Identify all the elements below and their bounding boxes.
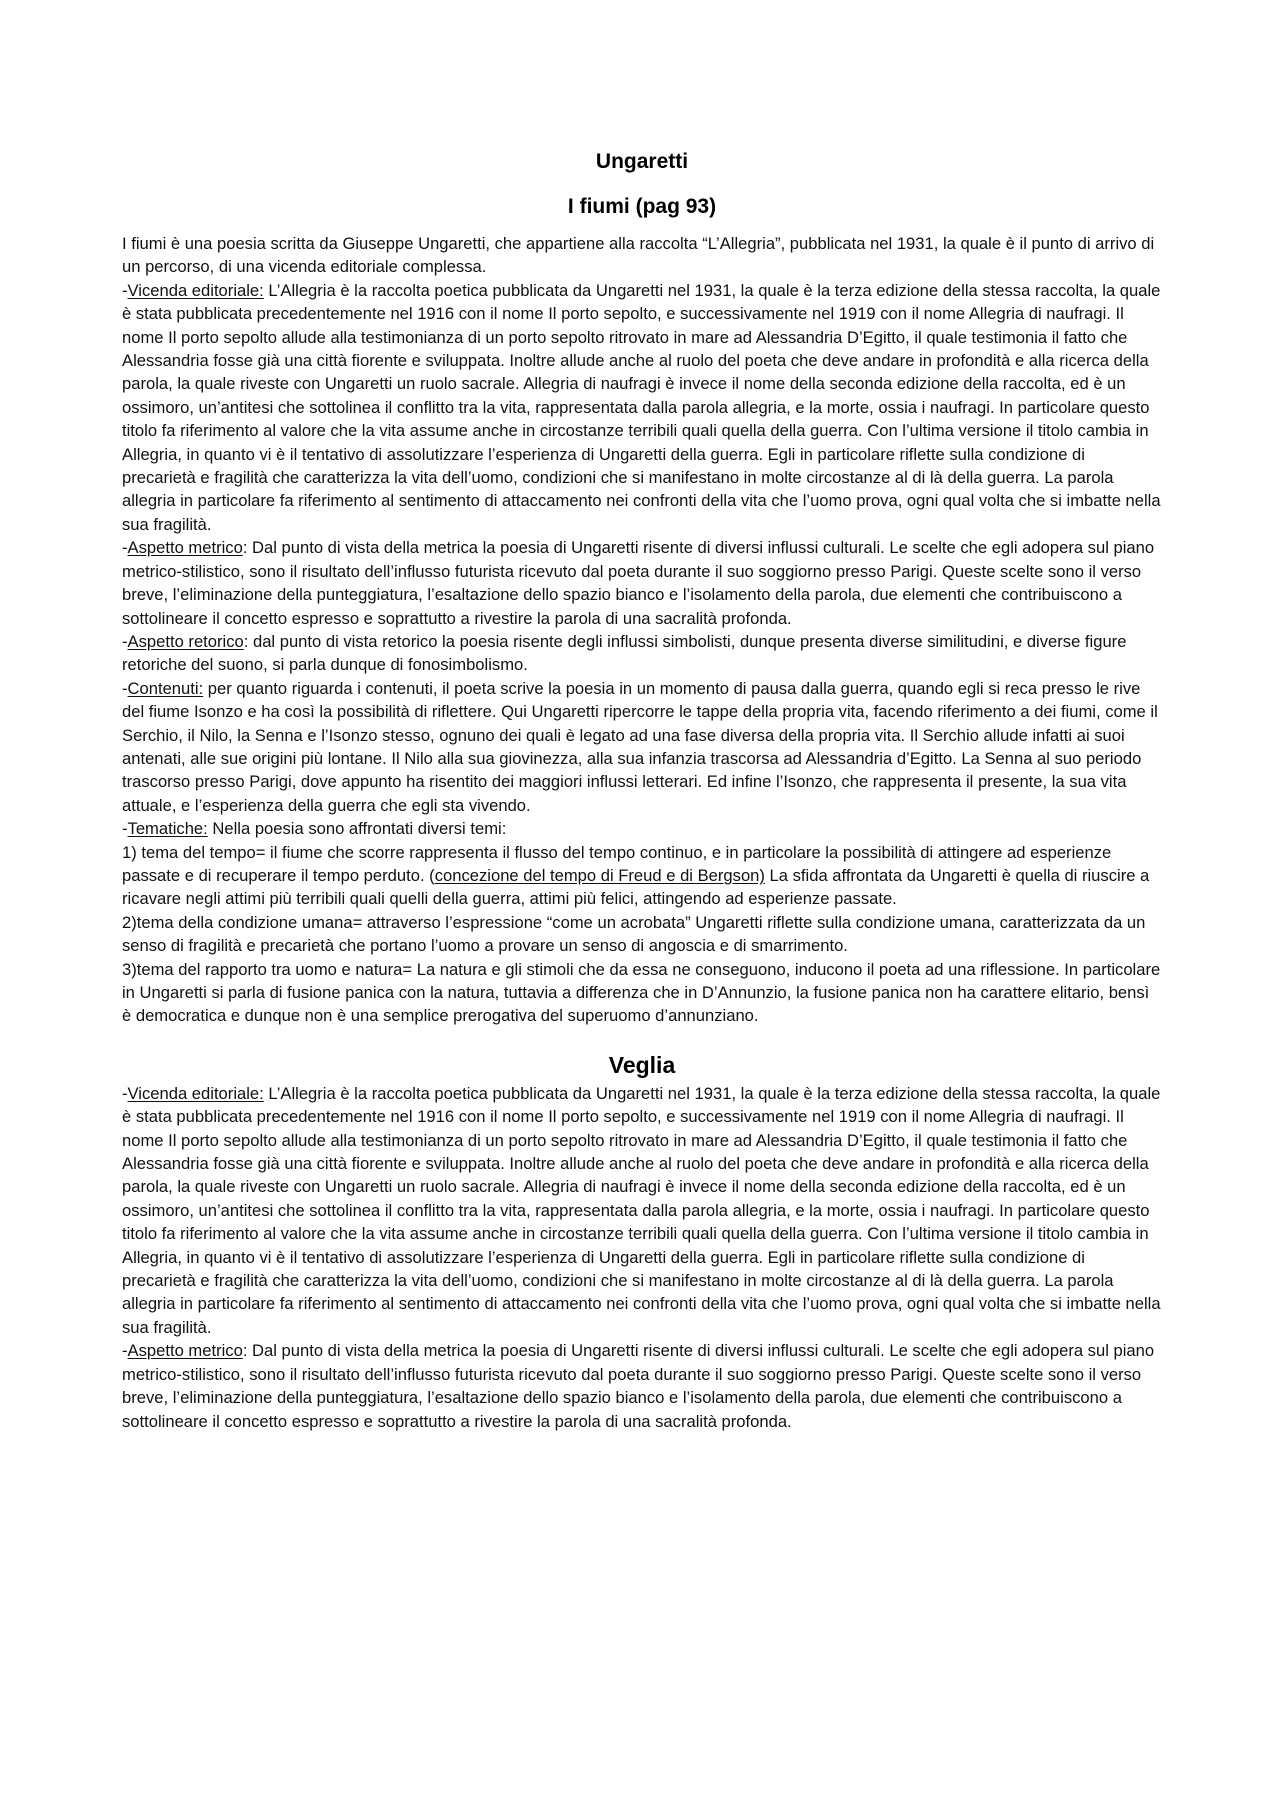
- text-run: per quanto riguarda i contenuti, il poeta scrive la poesia in un momento di pausa dalla guerra, quando egli si reca presso le rive del fiume Isonzo e ha così la possibilità di riflettere. Qui Ungaretti ripercorre le tappe della propria vita, facendo riferimento a dei fiumi, come il Serchio, il Nilo, la Senna e l’Isonzo stesso, ognuno dei quali è legato ad una fase diversa della propria vita. Il Serchio allude infatti ai suoi antenati, alle sue origini più lontane. Il Nilo alla sua giovinezza, alla sua infanzia trascorsa ad Alessandria d’Egitto. La Senna al suo periodo trascorso presso Parigi, dove appunto ha risentito dei maggiori influssi letterari. Ed infine l’Isonzo, che rappresenta il presente, la sua vita attuale, e l’esperienza della guerra che egli sta vivendo.: [122, 678, 1158, 815]
- text-run: 1) tema del tempo= il fiume che scorre rappresenta il flusso del tempo continuo, e in particolare la possibilità di attingere ad esperienze passate e di recuperare il tempo perduto. (: [122, 842, 1112, 885]
- section-label: Contenuti:: [127, 678, 204, 698]
- section-label: Aspetto metrico: [127, 538, 243, 558]
- document-title: Ungaretti: [595, 150, 689, 173]
- section-label: Vicenda editoriale:: [127, 1083, 264, 1103]
- text-run: -: [122, 1083, 128, 1103]
- paragraph: [122, 911, 1162, 958]
- text-run: -: [122, 280, 128, 300]
- paragraph: [122, 841, 1162, 911]
- text-run: 2)tema della condizione umana= attraverso l’espressione “come un acrobata” Ungaretti riflette sulla condizione umana, caratterizzata da un senso di fragilità e precarietà che portano l’uomo a provare un senso di angoscia e di smarrimento.: [122, 912, 1146, 956]
- text-run: : Dal punto di vista della metrica la poesia di Ungaretti risente di diversi influssi culturali. Le scelte che egli adopera sul piano metrico-stilistico, sono il risultato dell’influsso futurista ricevuto dal poeta durante il suo soggiorno presso Parigi. Queste scelte sono il verso breve, l’eliminazione della punteggiatura, l’esaltazione dello spazio bianco e l’isolamento della parola, due elementi che contribuiscono a sottolineare il concetto espresso e soprattutto a rivestire la parola di una sacralità profonda.: [122, 1341, 1155, 1431]
- text-run: -: [122, 538, 128, 558]
- paragraph: [122, 677, 1162, 817]
- text-run: 3)tema del rapporto tra uomo e natura= La natura e gli stimoli che da essa ne conseguono, inducono il poeta ad una riflessione. In particolare in Ungaretti si parla di fusione panica con la natura, tuttavia a differenza che in D’Annunzio, la fusione panica non ha carattere elitario, bensì è democratica e dunque non è una semplice prerogativa del superuomo d’annunziano.: [122, 959, 1161, 1026]
- text-run: L’Allegria è la raccolta poetica pubblicata da Ungaretti nel 1931, la quale è la terza edizione della stessa raccolta, la quale è stata pubblicata precedentemente nel 1916 con il nome Il porto sepolto, e successivamente nel 1919 con il nome Allegria di naufragi. Il nome Il porto sepolto allude alla testimonianza di un porto sepolto ritrovato in mare ad Alessandria D’Egitto, il quale testimonia il fatto che Alessandria fosse già una città fiorente e sviluppata. Inoltre allude anche al ruolo del poeta che deve andare in profondità e alla ricerca della parola, la quale riveste con Ungaretti un ruolo sacrale. Allegria di naufragi è invece il nome della seconda edizione della raccolta, ed è un ossimoro, un’antitesi che sottolinea il conflitto tra la vita, rappresentata dalla parola allegria, e la morte, ossia i naufragi. In particolare questo titolo fa riferimento al valore che la vita assume anche in circostanze terribili quali quella della guerra. Con l’ultima versione il titolo cambia in Allegria, in quanto vi è il tentativo di assolutizzare l’esperienza di Ungaretti della guerra. Egli in particolare riflette sulla condizione di precarietà e fragilità che caratterizza la vita dell’uomo, condizioni che si manifestano in molte circostanze al di là della guerra. La parola allegria in particolare fa riferimento al sentimento di attaccamento nei confronti della vita che l’uomo prova, ogni qual volta che si imbatte nella sua fragilità.: [122, 280, 1161, 534]
- section-body: [122, 232, 1162, 1028]
- section-label: Aspetto metrico: [127, 1341, 243, 1361]
- paragraph: [122, 958, 1162, 1028]
- section-body: [122, 1082, 1162, 1433]
- text-run: : Dal punto di vista della metrica la poesia di Ungaretti risente di diversi influssi culturali. Le scelte che egli adopera sul piano metrico-stilistico, sono il risultato dell’influsso futurista ricevuto dal poeta durante il suo soggiorno presso Parigi. Queste scelte sono il verso breve, l’eliminazione della punteggiatura, l’esaltazione dello spazio bianco e l’isolamento della parola, due elementi che contribuiscono a sottolineare il concetto espresso e soprattutto a rivestire la parola di una sacralità profonda.: [122, 538, 1155, 628]
- text-run: -: [122, 819, 128, 839]
- text-run: -: [122, 678, 128, 698]
- paragraph: [122, 279, 1162, 536]
- text-run: Nella poesia sono affrontati diversi temi:: [207, 819, 507, 839]
- section-label: Tematiche:: [127, 819, 208, 839]
- text-run: -: [122, 1341, 128, 1361]
- document-body: [122, 148, 1162, 1433]
- section-label: concezione del tempo di Freud e di Bergson): [434, 865, 765, 885]
- text-run: I fiumi è una poesia scritta da Giuseppe Ungaretti, che appartiene alla raccolta “L’Allegria”, pubblicata nel 1931, la quale è il punto di arrivo di un percorso, di una vicenda editoriale complessa.: [122, 234, 1155, 277]
- paragraph: [122, 1339, 1162, 1433]
- section-title: Veglia: [608, 1051, 676, 1078]
- paragraph: [122, 817, 1162, 840]
- paragraph: [122, 630, 1162, 677]
- paragraph: [122, 1082, 1162, 1339]
- section-title: I fiumi (pag 93): [567, 195, 717, 218]
- section-label: Aspetto retorico: [127, 631, 244, 651]
- paragraph: [122, 232, 1162, 279]
- text-run: L’Allegria è la raccolta poetica pubblicata da Ungaretti nel 1931, la quale è la terza edizione della stessa raccolta, la quale è stata pubblicata precedentemente nel 1916 con il nome Il porto sepolto, e successivamente nel 1919 con il nome Allegria di naufragi. Il nome Il porto sepolto allude alla testimonianza di un porto sepolto ritrovato in mare ad Alessandria D’Egitto, il quale testimonia il fatto che Alessandria fosse già una città fiorente e sviluppata. Inoltre allude anche al ruolo del poeta che deve andare in profondità e alla ricerca della parola, la quale riveste con Ungaretti un ruolo sacrale. Allegria di naufragi è invece il nome della seconda edizione della raccolta, ed è un ossimoro, un’antitesi che sottolinea il conflitto tra la vita, rappresentata dalla parola allegria, e la morte, ossia i naufragi. In particolare questo titolo fa riferimento al valore che la vita assume anche in circostanze terribili quali quella della guerra. Con l’ultima versione il titolo cambia in Allegria, in quanto vi è il tentativo di assolutizzare l’esperienza di Ungaretti della guerra. Egli in particolare riflette sulla condizione di precarietà e fragilità che caratterizza la vita dell’uomo, condizioni che si manifestano in molte circostanze al di là della guerra. La parola allegria in particolare fa riferimento al sentimento di attaccamento nei confronti della vita che l’uomo prova, ogni qual volta che si imbatte nella sua fragilità.: [122, 1083, 1161, 1337]
- section-label: Vicenda editoriale:: [127, 280, 264, 300]
- paragraph: [122, 536, 1162, 630]
- text-run: -: [122, 631, 128, 651]
- text-run: La sfida affrontata da Ungaretti è quella di riuscire a ricavare negli attimi più terribili quali quelli della guerra, attimi più felici, attingendo ad esperienze passate.: [122, 865, 1150, 909]
- text-run: : dal punto di vista retorico la poesia risente degli influssi simbolisti, dunque presenta diverse similitudini, e diverse figure retoriche del suono, si parla dunque di fonosimbolismo.: [122, 631, 1127, 675]
